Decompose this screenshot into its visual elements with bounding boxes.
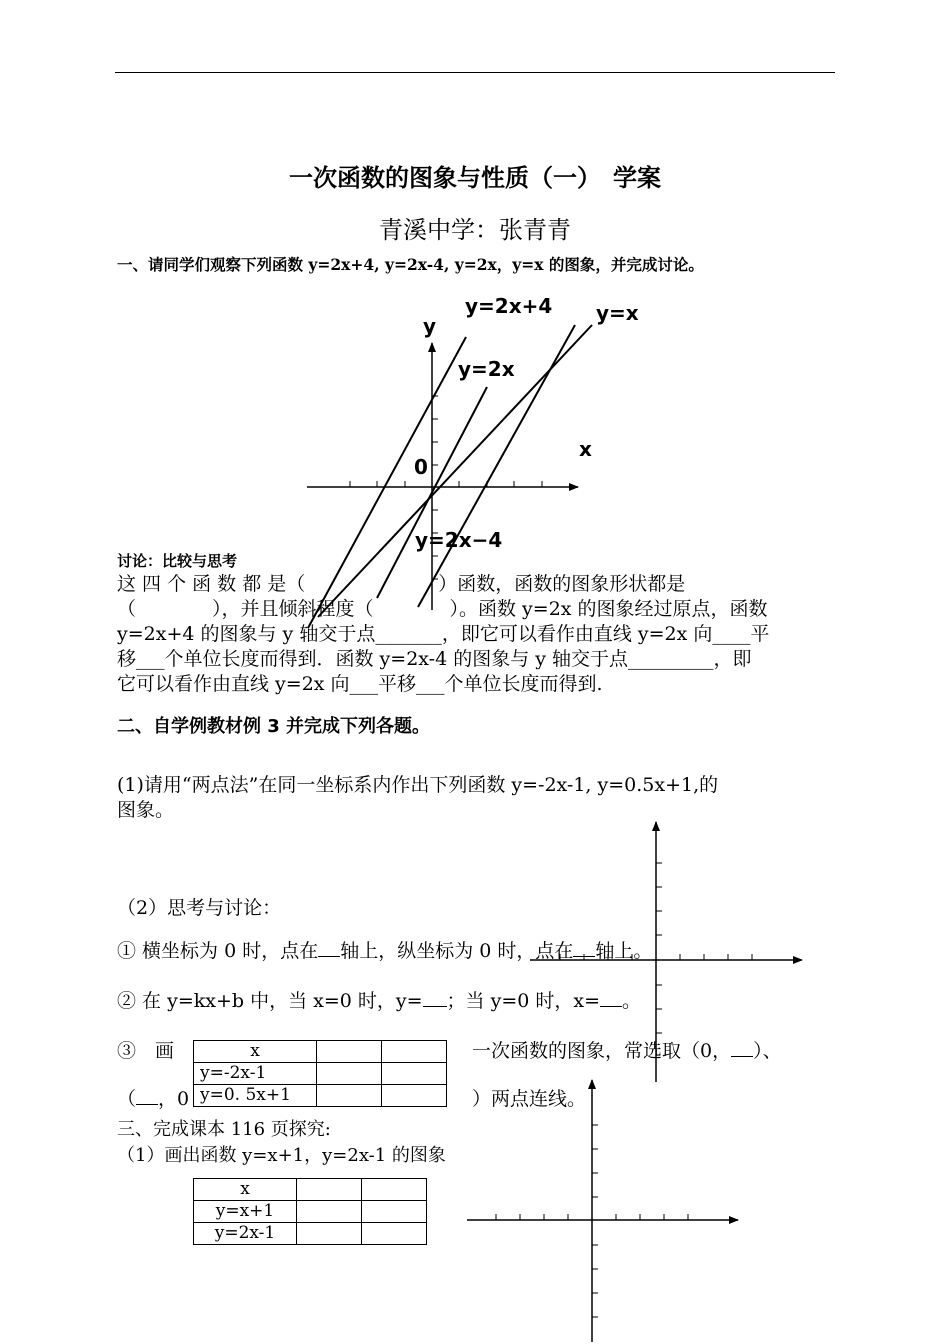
item3-text-b: 一次函数的图象，常选取（0， [472, 1040, 732, 1062]
item3-text-d: （ [117, 1088, 137, 1110]
graph1-x-label: x [579, 437, 592, 461]
item3-text-c: ）、 [753, 1040, 782, 1062]
discussion-line-3: y=2x+4 的图象与 y 轴交于点_______，即它可以看作由直线 y=2x 向____平 [117, 623, 770, 645]
label-2x: y=2x [458, 357, 515, 381]
discussion-title: 讨论：比较与思考 [117, 552, 238, 570]
item1-text-b: 轴上，纵坐标为 0 时，点在 [340, 940, 574, 962]
item2-text-b: ；当 y=0 时，x= [446, 990, 601, 1012]
item2-text-a: ② 在 y=kx+b 中，当 x=0 时，y= [117, 990, 423, 1012]
section1-heading: 一、请同学们观察下列函数 y=2x+4, y=2x-4, y=2x，y=x 的图象，并完成讨论。 [117, 255, 704, 274]
item3-text-f: ）两点连线。 [472, 1088, 587, 1110]
label-2x-plus-4: y=2x+4 [465, 294, 553, 318]
item3-draw-label: ③ 画 [117, 1040, 175, 1062]
graph1-y-label: y [423, 314, 437, 338]
discussion-line-4: 移___个单位长度而得到．函数 y=2x-4 的图象与 y 轴交于点_________，即 [117, 648, 752, 670]
section2-q1-line2: 图象。 [117, 799, 175, 821]
section2-heading: 二、自学例教材例 3 并完成下列各题。 [117, 716, 431, 737]
section3-heading: 三、完成课本 116 页探究: [117, 1119, 331, 1140]
item1-text-c: 轴上。 [595, 940, 653, 962]
item2-text-c: 。 [622, 990, 642, 1012]
item3-text-e: ，0 [158, 1088, 190, 1110]
item1-text-a: ① 横坐标为 0 时，点在 [117, 940, 319, 962]
table-cell: y=2x-1 [194, 1223, 297, 1245]
table-cell: x [194, 1041, 317, 1063]
table-cell: y=x+1 [194, 1201, 297, 1223]
discussion-line-1: 这 四 个 函 数 都 是（ ）函数，函数的图象形状都是 [117, 573, 686, 595]
graph1-origin-label: 0 [414, 455, 428, 479]
page-title: 一次函数的图象与性质（一） 学案 [289, 164, 661, 192]
section3-q1: （1）画出函数 y=x+1，y=2x-1 的图象 [117, 1145, 446, 1166]
table-cell: y=-2x-1 [194, 1063, 317, 1085]
discussion-line-2: （ ），并且倾斜程度（ ）。函数 y=2x 的图象经过原点，函数 [117, 598, 768, 620]
author-line: 青溪中学：张青青 [379, 216, 571, 244]
label-2x-minus-4: y=2x−4 [415, 528, 503, 552]
table-cell: y=0. 5x+1 [194, 1085, 317, 1107]
discussion-line-5: 它可以看作由直线 y=2x 向___平移___个单位长度而得到. [117, 673, 603, 695]
section2-q2: （2）思考与讨论： [117, 897, 282, 919]
label-x: y=x [596, 301, 639, 325]
section2-q1-line1: (1)请用“两点法”在同一坐标系内作出下列函数 y=-2x-1, y=0.5x+1,的 [117, 774, 719, 796]
table-cell: x [194, 1179, 297, 1201]
